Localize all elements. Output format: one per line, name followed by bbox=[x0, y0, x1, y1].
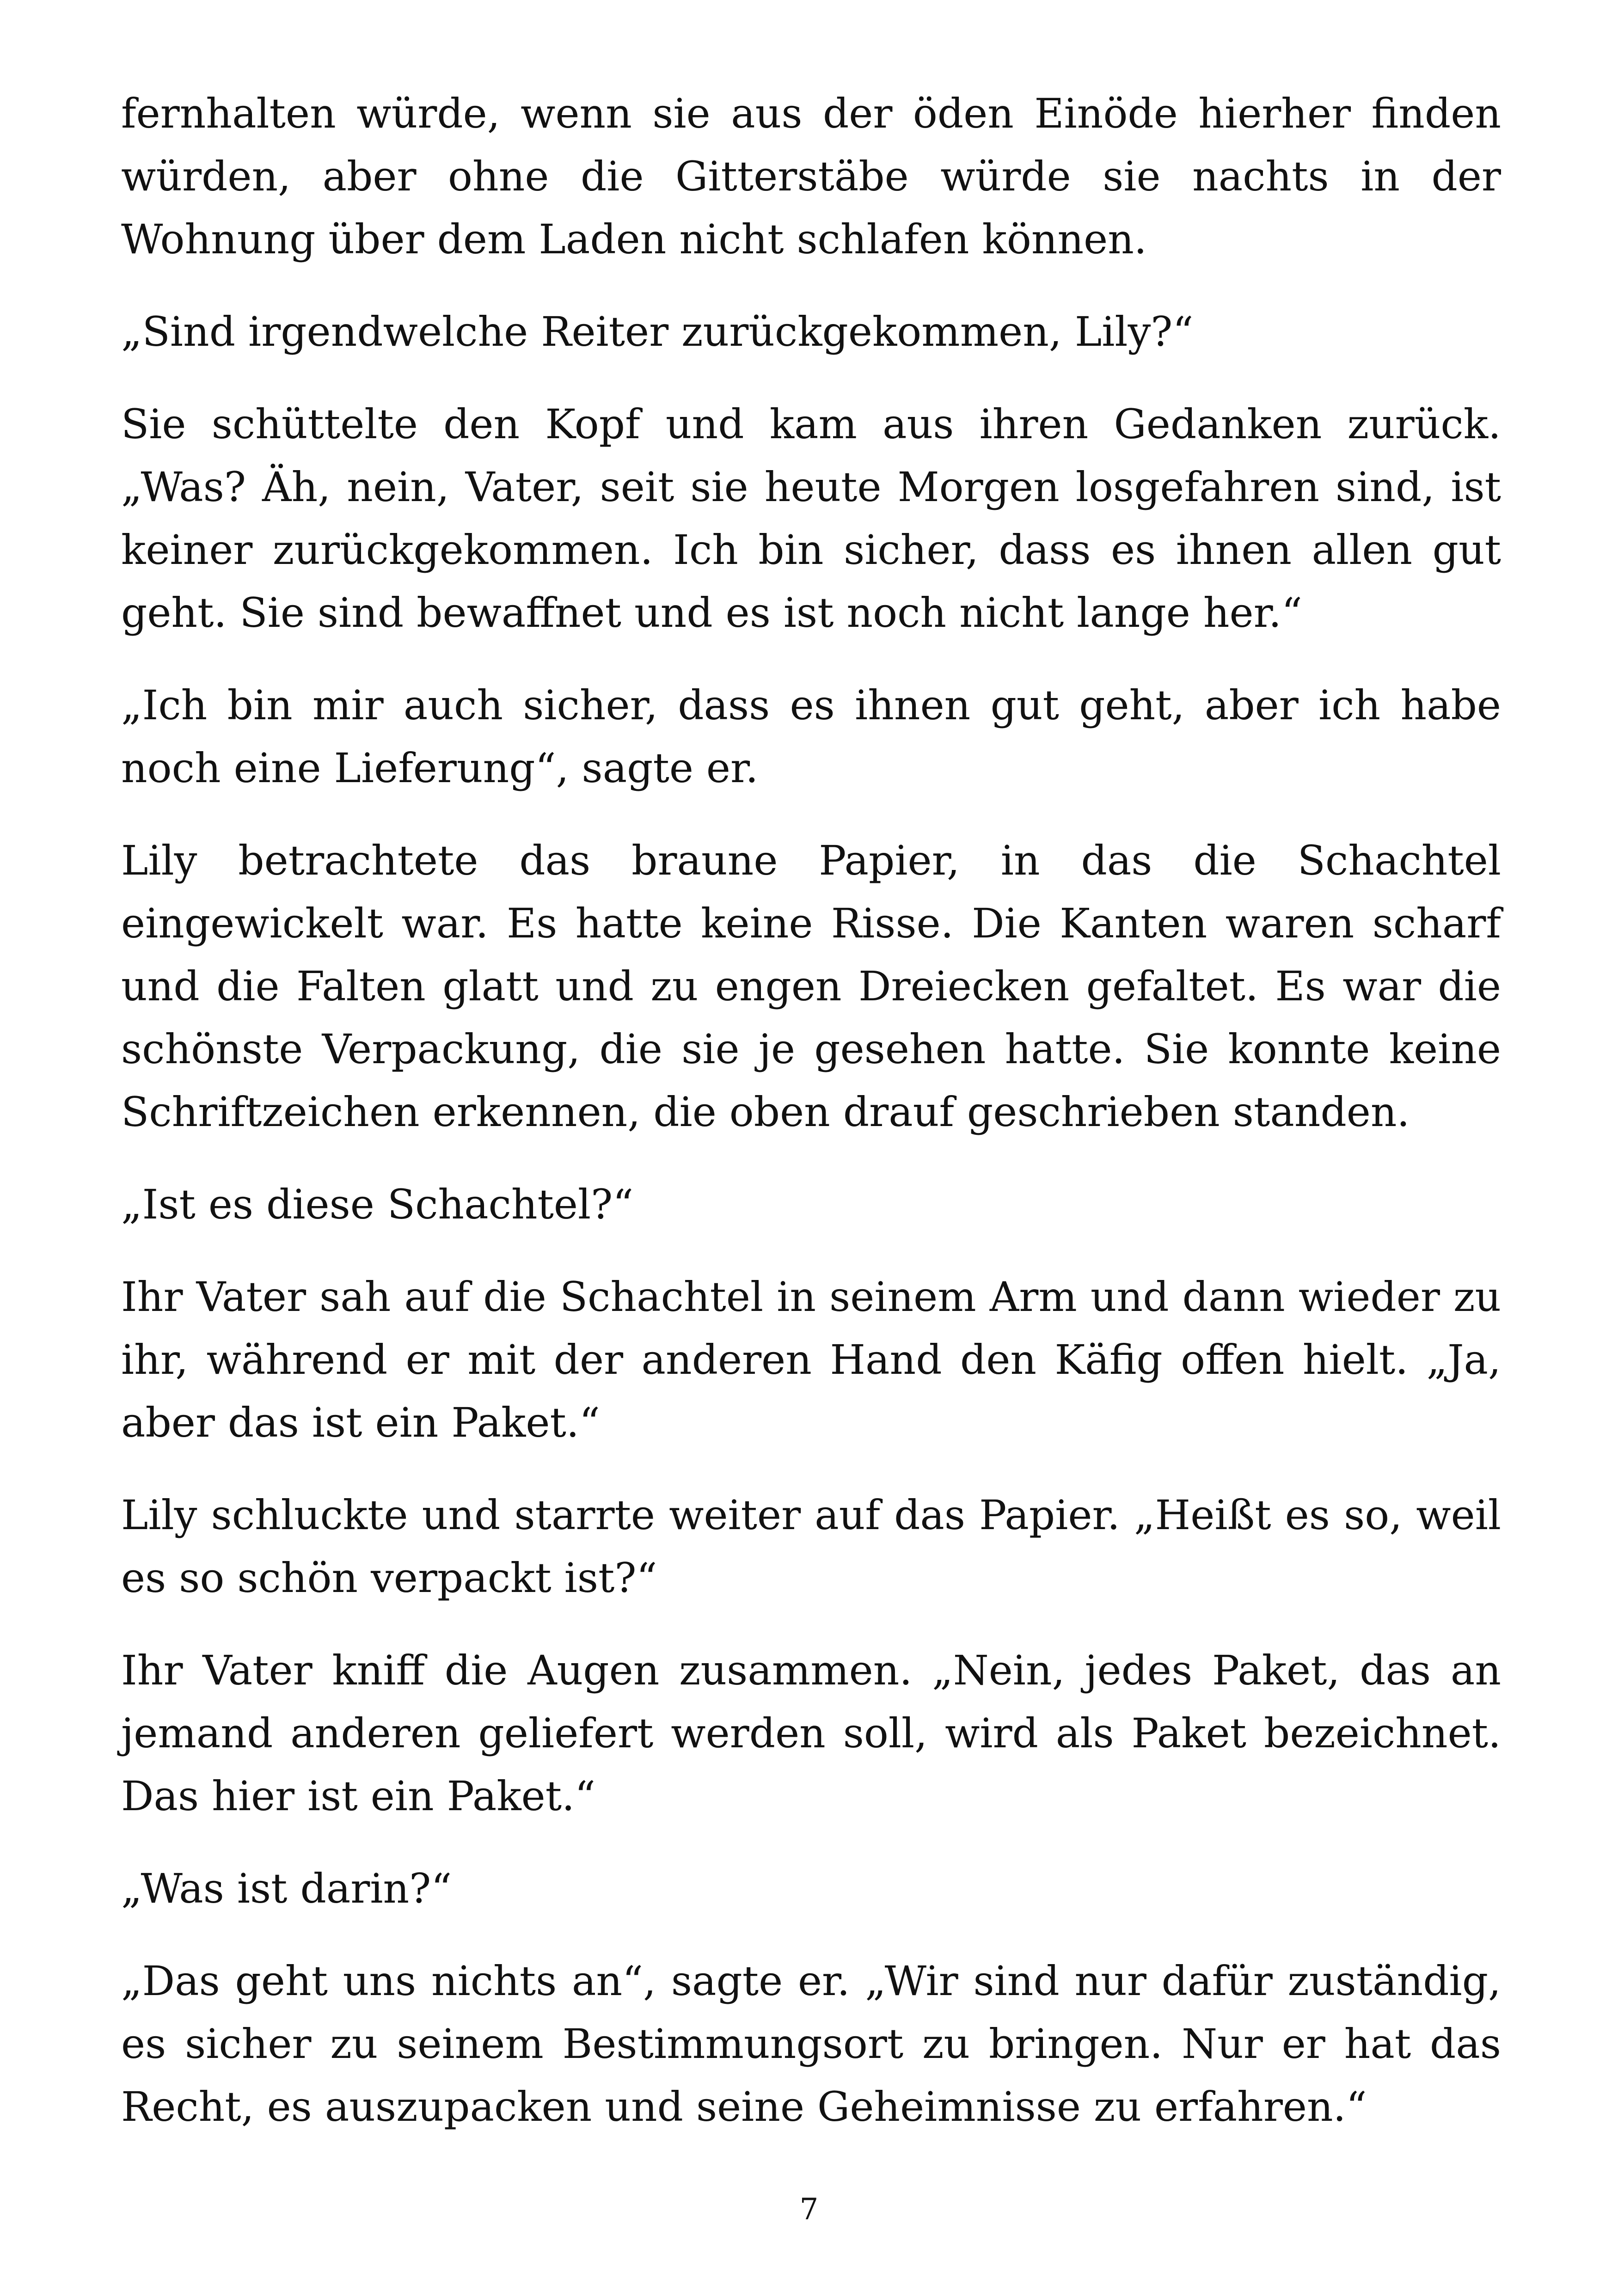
paragraph: Lily betrachtete das braune Papier, in das die Schachtel eingewickelt war. Es hatte keine Risse. Die Kanten waren scharf und die Falten glatt und zu engen Dreiecken gefaltet. Es war die schönste Verpackung, die sie je gesehen hatte. Sie konnte keine Schriftzeichen erkennen, die oben drauf geschrieben standen. bbox=[121, 837, 1501, 1136]
paragraph: „Was ist darin?“ bbox=[121, 1865, 452, 1912]
paragraph: Lily schluckte und starrte weiter auf das Papier. „Heißt es so, weil es so schön verpackt ist?“ bbox=[121, 1491, 1501, 1602]
paragraph: „Das geht uns nichts an“, sagte er. „Wir sind nur dafür zuständig, es sicher zu seinem Bestimmungsort zu bringen. Nur er hat das Recht, es auszupacken und seine Geheimnisse zu erfahren.“ bbox=[121, 1957, 1501, 2131]
page-body bbox=[121, 82, 1501, 2138]
paragraph: Ihr Vater sah auf die Schachtel in seinem Arm und dann wieder zu ihr, während er mit der anderen Hand den Käfig offen hielt. „Ja, aber das ist ein Paket.“ bbox=[121, 1273, 1501, 1446]
paragraph: fernhalten würde, wenn sie aus der öden Einöde hierher finden würden, aber ohne die Gitterstäbe würde sie nachts in der Wohnung über dem Laden nicht schlafen können. bbox=[121, 90, 1501, 263]
paragraph: „Sind irgendwelche Reiter zurückgekommen, Lily?“ bbox=[121, 308, 1194, 355]
paragraph: Ihr Vater kniff die Augen zusammen. „Nein, jedes Paket, das an jemand anderen geliefert werden soll, wird als Paket bezeichnet. Das hier ist ein Paket.“ bbox=[121, 1647, 1501, 1820]
page-number: 7 bbox=[799, 2192, 819, 2227]
paragraph: „Ist es diese Schachtel?“ bbox=[121, 1181, 634, 1228]
paragraph: Sie schüttelte den Kopf und kam aus ihren Gedanken zurück. „Was? Äh, nein, Vater, seit sie heute Morgen losgefahren sind, ist keiner zurückgekommen. Ich bin sicher, dass es ihnen allen gut geht. Sie sind bewaffnet und es ist noch nicht lange her.“ bbox=[121, 400, 1501, 637]
paragraph: „Ich bin mir auch sicher, dass es ihnen gut geht, aber ich habe noch eine Lieferung“, sagte er. bbox=[121, 681, 1501, 792]
